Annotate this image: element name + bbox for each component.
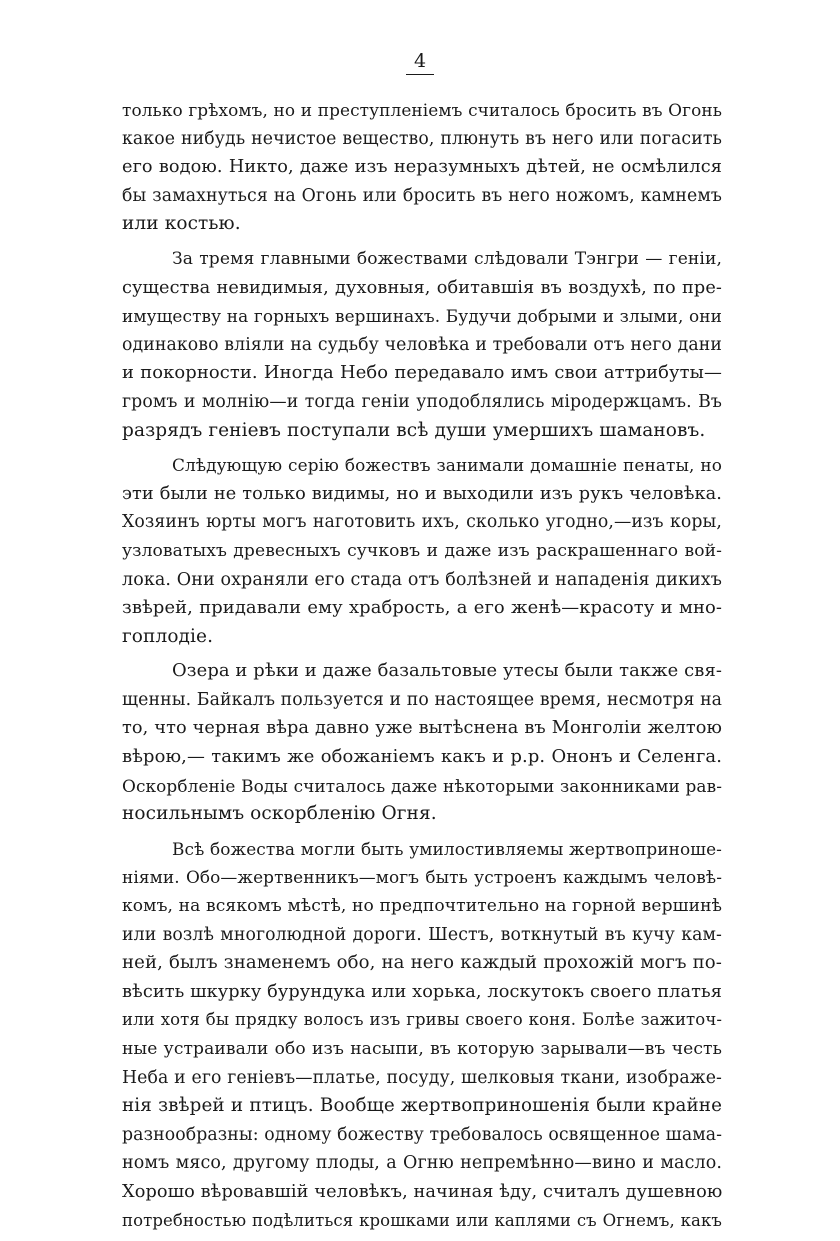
text-line: Слѣдующую серію божествъ занимали домашніе пенаты, но (172, 455, 722, 476)
text-line: ные устраивали обо изъ насыпи, въ которую зарывали—въ честь (122, 1039, 722, 1059)
text-line: или возлѣ многолюдной дороги. Шестъ, воткнутый въ кучу кам- (122, 924, 722, 945)
text-line: разрядъ геніевъ поступали всѣ души умершихъ шамановъ. (122, 419, 706, 441)
page-number (0, 50, 840, 75)
text-line: узловатыхъ древесныхъ сучковъ и даже изъ раскрашеннаго вой- (122, 540, 722, 561)
paragraph-5 (122, 835, 722, 1235)
text-line: комъ, на всякомъ мѣстѣ, но предпочтительно на горной вершинѣ (122, 896, 722, 917)
text-line: разнообразны: одному божеству требовалось освященное шама- (122, 1124, 723, 1145)
text-line: и покорности. Иногда Небо передавало имъ свои аттрибуты— (122, 362, 722, 384)
text-line: Оскорбленіе Воды считалось даже нѣкоторыми законниками рав- (122, 775, 722, 796)
text-line: громъ и молнію—и тогда геніи уподоблялись міродержцамъ. Въ (122, 391, 722, 412)
text-line: эти были не только видимы, но и выходили изъ рукъ человѣка. (122, 483, 722, 504)
paragraph-2 (122, 245, 722, 445)
text-line: вѣрою,— такимъ же обожаніемъ какъ и р.р. Ононъ и Селенга. (122, 746, 722, 768)
text-line: лока. Они охраняли его стада отъ болѣзней и нападенія дикихъ (122, 569, 722, 590)
text-line: вѣсить шкурку бурундука или хорька, лоскутокъ своего платья (122, 981, 722, 1002)
text-line: одинаково вліяли на судьбу человѣка и требовали отъ него дани (122, 334, 722, 355)
text-line: гоплодіе. (122, 625, 214, 647)
paragraph-4 (122, 657, 722, 829)
text-line: За тремя главными божествами слѣдовали Тэнгри — геніи, (172, 248, 722, 269)
page-number-value: 4 (406, 50, 434, 75)
text-line: какое нибудь нечистое вещество, плюнуть въ него или погасить (122, 128, 722, 149)
text-line: щенны. Байкалъ пользуется и по настоящее время, несмотря на (122, 689, 723, 710)
text-line: потребностью подѣлиться крошками или каплями съ Огнемъ, какъ (122, 1210, 722, 1230)
text-line: ней, былъ знаменемъ обо, на него каждый прохожій могъ по- (122, 952, 722, 974)
text-line: Хорошо вѣровавшій человѣкъ, начиная ѣду, считалъ душевною (122, 1181, 723, 1202)
text-line: носильнымъ оскорбленію Огня. (122, 803, 437, 825)
text-line: его водою. Никто, даже изъ неразумныхъ дѣтей, не осмѣлился (122, 157, 722, 178)
text-line: существа невидимыя, духовныя, обитавшія въ воздухѣ, по пре- (122, 277, 722, 298)
text-line: Озера и рѣки и даже базальтовые утесы были также свя- (172, 660, 722, 682)
text-line: Неба и его геніевъ—платье, посуду, шелковыя ткани, изображе- (122, 1067, 722, 1088)
text-line: или хотя бы прядку волосъ изъ гривы своего коня. Болѣе зажиточ- (122, 1010, 722, 1030)
text-line: нія звѣрей и птицъ. Вообще жертвоприношенія были крайне (122, 1095, 722, 1117)
body-text (122, 96, 722, 1241)
text-line: или костью. (122, 213, 241, 235)
text-line: только грѣхомъ, но и преступленіемъ считалось бросить въ Огонь (122, 100, 722, 120)
paragraph-1 (122, 96, 722, 239)
text-line: Всѣ божества могли быть умилостивляемы жертвоприноше- (172, 838, 722, 859)
text-line: ніями. Обо—жертвенникъ—могъ быть устроенъ каждымъ человѣ- (122, 867, 722, 888)
text-line: бы замахнуться на Огонь или бросить въ него ножомъ, камнемъ (122, 185, 722, 206)
text-line: имуществу на горныхъ вершинахъ. Будучи добрыми и злыми, они (122, 306, 722, 327)
paragraph-3 (122, 451, 722, 651)
text-line: то, что черная вѣра давно уже вытѣснена въ Монголіи желтою (122, 718, 722, 739)
text-line: звѣрей, придавали ему храбрость, а его женѣ—красоту и мно- (122, 597, 722, 619)
text-line: номъ мясо, другому плоды, а Огню непремѣнно—вино и масло. (122, 1153, 722, 1174)
text-line: Хозяинъ юрты могъ наготовить ихъ, сколько угодно,—изъ коры, (122, 512, 722, 533)
